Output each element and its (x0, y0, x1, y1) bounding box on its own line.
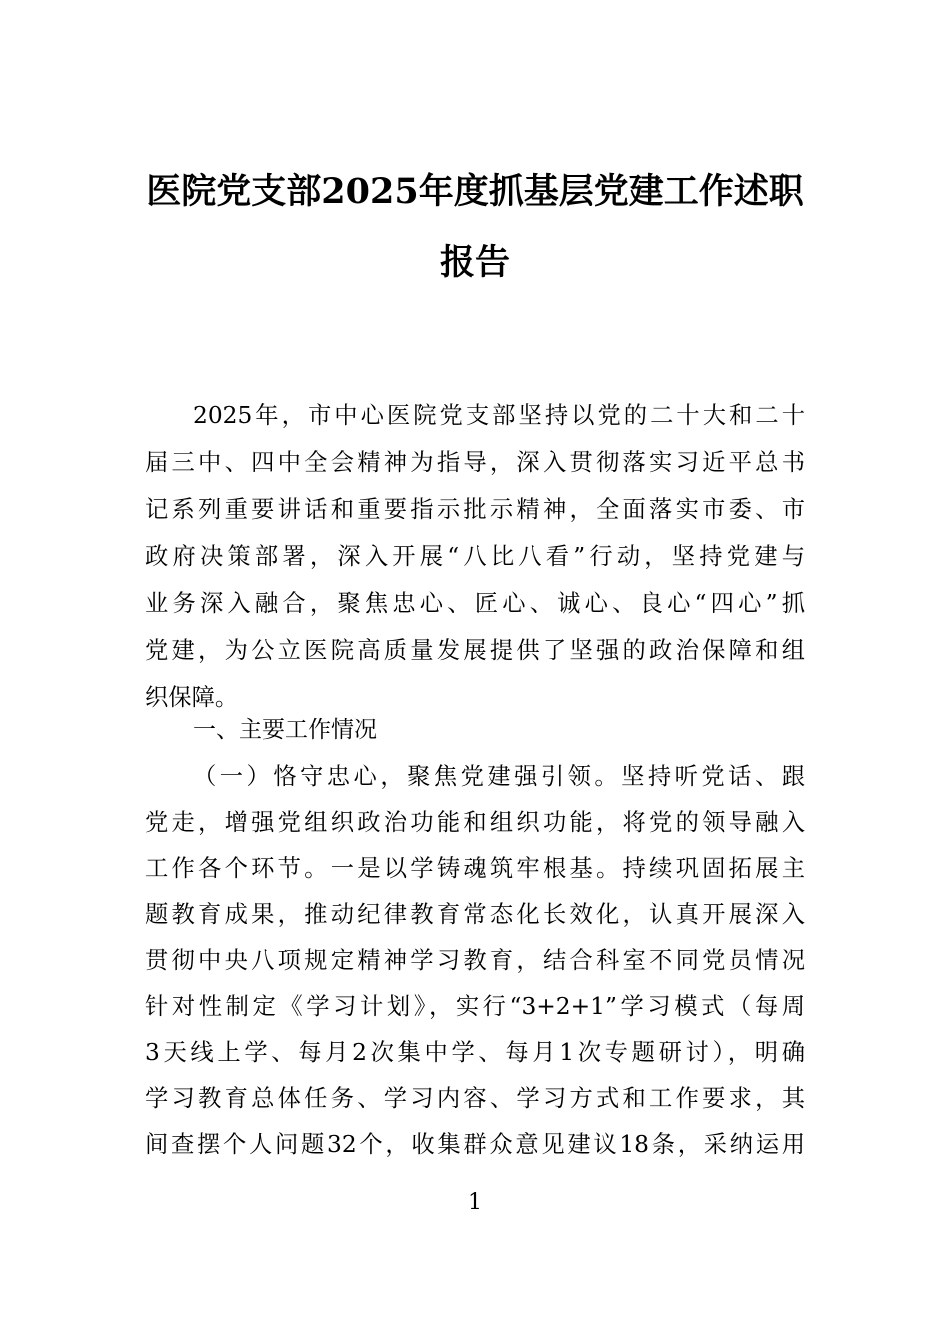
document-title-line-1: 医院党支部2025年度抓基层党建工作述职 (146, 171, 804, 212)
section-heading: 一、主要工作情况 (193, 717, 377, 743)
intro-paragraph-line: 届三中、四中全会精神为指导，深入贯彻落实习近平总书 (145, 449, 805, 476)
intro-paragraph-line: 记系列重要讲话和重要指示批示精神，全面落实市委、市 (145, 496, 805, 523)
intro-paragraph-line: 业务深入融合，聚焦忠心、匠心、诚心、良心“四心”抓 (145, 590, 805, 617)
intro-paragraph-line: 织保障。 (145, 684, 239, 711)
body-paragraph-line: 3天线上学、每月2次集中学、每月1次专题研讨），明确 (145, 1039, 805, 1066)
body-paragraph-line: 针对性制定《学习计划》，实行“3+2+1”学习模式（每周 (145, 993, 805, 1020)
document-title-line-2: 报告 (439, 242, 510, 283)
body-paragraph-line: 间查摆个人问题32个，收集群众意见建议18条，采纳运用 (145, 1131, 805, 1158)
body-paragraph-line: 贯彻中央八项规定精神学习教育，结合科室不同党员情况 (145, 947, 805, 974)
intro-paragraph-line: 政府决策部署，深入开展“八比八看”行动，坚持党建与 (145, 543, 805, 570)
body-paragraph-line: （一）恪守忠心，聚焦党建强引领。坚持听党话、跟 (193, 763, 805, 790)
intro-paragraph-line: 党建，为公立医院高质量发展提供了坚强的政治保障和组 (145, 637, 805, 664)
intro-paragraph-line: 2025年，市中心医院党支部坚持以党的二十大和二十 (193, 402, 805, 429)
body-paragraph-line: 工作各个环节。一是以学铸魂筑牢根基。持续巩固拓展主 (145, 855, 805, 882)
body-paragraph-line: 党走，增强党组织政治功能和组织功能，将党的领导融入 (145, 809, 805, 836)
body-paragraph-line: 学习教育总体任务、学习内容、学习方式和工作要求，其 (145, 1085, 805, 1112)
page-number: 1 (468, 1190, 482, 1215)
body-paragraph-line: 题教育成果，推动纪律教育常态化长效化，认真开展深入 (145, 901, 805, 928)
